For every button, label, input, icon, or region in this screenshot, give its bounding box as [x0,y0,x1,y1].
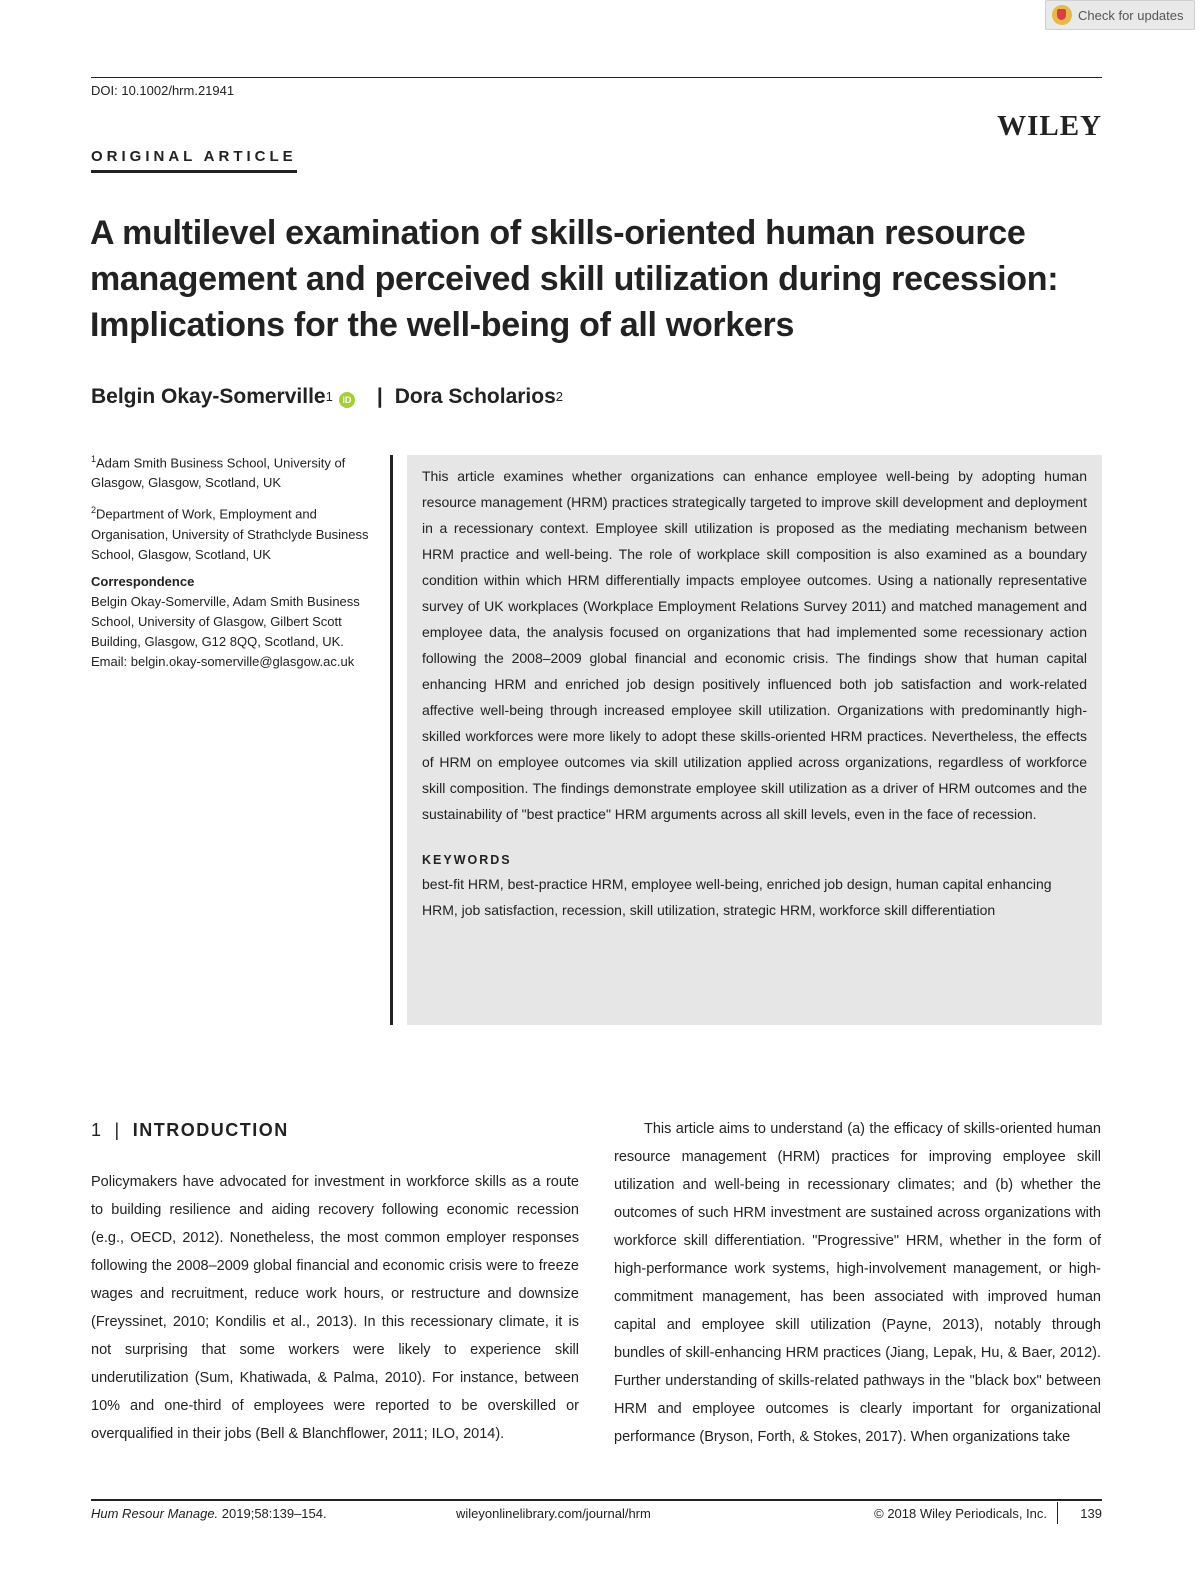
affiliation-1 [91,449,371,493]
author-list [91,385,563,409]
correspondence-heading: Correspondence [91,573,195,589]
header-rule [91,77,1102,78]
article-type: ORIGINAL ARTICLE [91,148,297,173]
check-for-updates-button[interactable] [1045,0,1195,30]
affiliation-2 [91,500,371,564]
correspondence-email[interactable]: Email: belgin.okay-somerville@glasgow.ac.uk [91,653,355,669]
author-name[interactable]: Belgin Okay-Somerville [91,385,326,408]
abstract-divider [390,455,393,1025]
keywords-heading: KEYWORDS [422,853,512,867]
abstract-box [407,455,1102,1025]
affiliations [91,449,371,672]
section-heading [91,1120,289,1141]
doi: DOI: 10.1002/hrm.21941 [91,83,235,98]
author-affiliation-number: 1 [325,389,333,404]
publisher-logo: WILEY [997,110,1102,142]
check-for-updates-label: Check for updates [1078,7,1184,23]
section-number: 1 [91,1120,103,1140]
body-column-right [614,1115,1101,1451]
footer-divider [1057,1502,1058,1524]
affiliation-number: 1 [91,454,97,464]
author-separator: | [376,385,383,408]
affiliation-text: Department of Work, Employment and Organisation, University of Strathclyde Business School, Glasgow, Scotland, UK [91,506,369,562]
author-name[interactable]: Dora Scholarios [394,385,556,408]
bookmark-icon [1052,5,1072,25]
footer-citation [91,1506,327,1521]
body-column-left [91,1168,579,1448]
body-paragraph: This article aims to understand (a) the efficacy of skills-oriented human resource management (HRM) practices for improving employee skill utilization and well-being in recessionary climates; and (b) whether the outcomes of such HRM investment are sustained across organizations with workforce skill differentiation. "Progressive" HRM, whether in the form of high-performance work systems, high-involvement management, or high-commitment management, has been associated with improved human capital and employee skill utilization (Payne, 2013), notably through bundles of skill-enhancing HRM practices (Jiang, Lepak, Hu, & Baer, 2012). Further understanding of skills-related pathways in the "black box" between HRM and employee outcomes is clearly important for organizational performance (Bryson, Forth, & Stokes, 2017). When organizations take [614,1121,1101,1445]
footer-url[interactable]: wileyonlinelibrary.com/journal/hrm [456,1506,651,1521]
section-title: INTRODUCTION [132,1120,289,1140]
body-paragraph: Policymakers have advocated for investment in workforce skills as a route to building resilience and aiding recovery following economic recession (e.g., OECD, 2012). Nonetheless, the most common employer responses following the 2008–2009 global financial and economic crisis were to freeze wages and recruitment, reduce work hours, or restructure and downsize (Freyssinet, 2010; Kondilis et al., 2013). In this recessionary climate, it is not surprising that some workers were likely to experience skill underutilization (Sum, Khatiwada, & Palma, 2010). For instance, between 10% and one-third of employees were reported to be overskilled or overqualified in their jobs (Bell & Blanchflower, 2011; ILO, 2014). [91,1174,579,1442]
article-title: A multilevel examination of skills-oriented human resource management and perceived skill utilization during recession: Implications for the well-being of all workers [90,214,1059,344]
journal-abbrev: Hum Resour Manage. [91,1506,219,1521]
citation-details: 2019;58:139–154. [218,1506,327,1521]
footer-copyright: © 2018 Wiley Periodicals, Inc. [874,1506,1047,1521]
section-separator: | [114,1120,121,1140]
affiliation-text: Adam Smith Business School, University of Glasgow, Glasgow, Scotland, UK [91,455,346,491]
page-number: 139 [1080,1506,1102,1521]
affiliation-number: 2 [91,505,97,516]
author-affiliation-number: 2 [555,389,564,404]
footer-rule [91,1499,1102,1501]
keywords-list: best-fit HRM, best-practice HRM, employee well-being, enriched job design, human capital enhancing HRM, job satisfaction, recession, skill utilization, strategic HRM, workforce skill differentiation [422,876,1052,918]
correspondence-address: Belgin Okay-Somerville, Adam Smith Business School, University of Glasgow, Gilbert Scott Building, Glasgow, G12 8QQ, Scotland, UK. [91,593,360,649]
abstract-text: This article examines whether organizations can enhance employee well-being by adopting human resource management (HRM) practices strategically targeted to improve skill development and deployment in a recessionary context. Employee skill utilization is proposed as the mediating mechanism between HRM practice and well-being. The role of workplace skill composition is also examined as a boundary condition within which HRM differentially impacts employee outcomes. Using a nationally representative survey of UK workplaces (Workplace Employment Relations Survey 2011) and matched management and employee data, the analysis focused on organizations that had implemented some recessionary action following the 2008–2009 global financial and economic crisis. The findings show that human capital enhancing HRM and enriched job design positively influenced both job satisfaction and work-related affective well-being through increased employee skill utilization. Organizations with predominantly high-skilled workforces were more likely to adopt these skills-oriented HRM practices. Nevertheless, the effects of HRM on employee outcomes via skill utilization applied across organizations, regardless of workforce skill composition. The findings demonstrate employee skill utilization as a driver of HRM outcomes and the sustainability of "best practice" HRM arguments across all skill levels, even in the face of recession. [422,468,1087,822]
orcid-icon[interactable]: iD [339,392,355,408]
